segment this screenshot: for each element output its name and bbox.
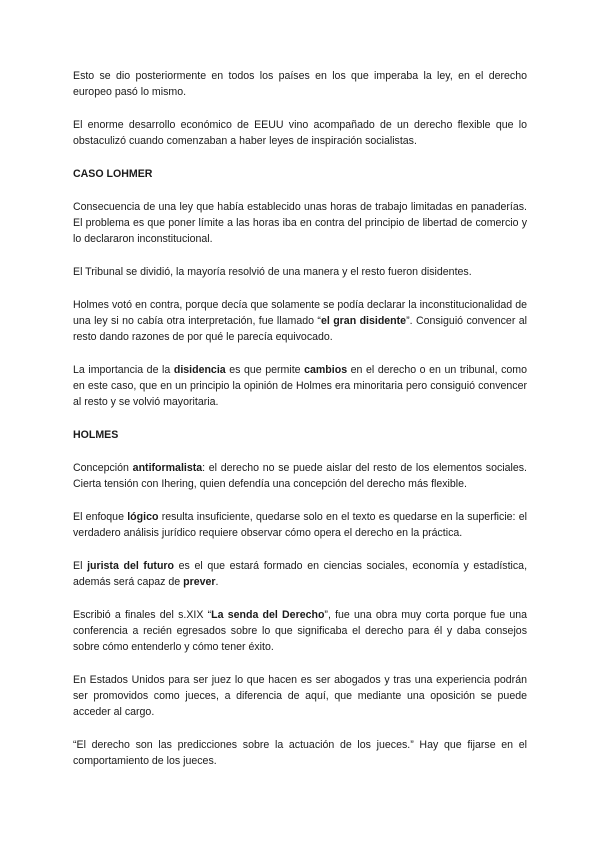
- emphasis-cambios: cambios: [304, 364, 348, 376]
- heading-caso-lohmer: CASO LOHMER: [73, 168, 153, 180]
- emphasis-antiformalista: antiformalista: [132, 462, 203, 474]
- emphasis-jurista-del-futuro: jurista del futuro: [87, 560, 175, 572]
- text-run: ”. Consiguió convencer al resto dando razones de por qué le parecía equivocado.: [73, 315, 528, 343]
- text-run: en el derecho o en un tribunal, como en este caso, que en un principio la opinión de Holmes era minoritaria pero consiguió convencer al resto y se volvió mayoritaria.: [73, 364, 527, 408]
- text-run: El enfoque: [73, 511, 128, 523]
- paragraph-8: [73, 509, 527, 541]
- paragraph-6: [73, 362, 527, 410]
- emphasis-disidencia: disidencia: [173, 364, 226, 376]
- paragraph-3: Consecuencia de una ley que había establecido unas horas de trabajo limitadas en panaderías. El problema es que poner límite a las horas iba en contra del principio de libertad de comercio y lo declararon inconstitucional.: [73, 201, 527, 245]
- text-run: es que permite: [225, 364, 305, 376]
- text-run: La importancia de la: [73, 364, 174, 376]
- paragraph-11: En Estados Unidos para ser juez lo que hacen es ser abogados y tras una experiencia podrán ser promovidos como jueces, a diferencia de aquí, que mediante una oposición se puede acceder al cargo.: [73, 674, 527, 718]
- emphasis-el-gran-disidente: el gran disidente: [320, 315, 407, 327]
- paragraph-10: [73, 607, 527, 655]
- emphasis-logico: lógico: [127, 511, 159, 523]
- text-run: Holmes votó en contra, porque decía que solamente se podía declarar la inconstitucionalidad de una ley si no cabía otra interpretación, fue llamado “: [73, 299, 527, 327]
- paragraph-2: El enorme desarrollo económico de EEUU vino acompañado de un derecho flexible que lo obstaculizó cuando comenzaban a haber leyes de inspiración socialistas.: [73, 119, 527, 147]
- emphasis-prever: prever: [183, 576, 216, 588]
- text-run: .: [215, 576, 219, 588]
- text-run: Concepción: [73, 462, 133, 474]
- text-run: resulta insuficiente, quedarse solo en el texto es quedarse en la superficie: el verdadero análisis jurídico requiere observar cómo opera el derecho en la práctica.: [73, 511, 528, 539]
- text-run: Escribió a finales del s.XIX “: [73, 609, 212, 621]
- paragraph-5: [73, 297, 527, 345]
- text-run: es el que estará formado en ciencias sociales, economía y estadística, además será capaz de: [73, 560, 528, 588]
- paragraph-7: [73, 460, 527, 492]
- paragraph-1: Esto se dio posteriormente en todos los países en los que imperaba la ley, en el derecho europeo pasó lo mismo.: [73, 70, 527, 98]
- text-run: El: [73, 560, 88, 572]
- text-run: ”, fue una obra muy corta porque fue una conferencia a recién egresados sobre lo que significaba el derecho para él y daba consejos sobre cómo entenderlo y cómo tener éxito.: [73, 609, 528, 653]
- heading-holmes: HOLMES: [73, 429, 119, 441]
- paragraph-12: “El derecho son las predicciones sobre la actuación de los jueces.” Hay que fijarse en el comportamiento de los jueces.: [73, 739, 527, 767]
- emphasis-la-senda-del-derecho: La senda del Derecho: [211, 609, 325, 621]
- paragraph-9: [73, 558, 527, 590]
- paragraph-4: El Tribunal se dividió, la mayoría resolvió de una manera y el resto fueron disidentes.: [73, 266, 472, 278]
- text-run: : el derecho no se puede aislar del resto de los elementos sociales. Cierta tensión con Ihering, quien defendía una concepción del derecho más flexible.: [73, 462, 527, 490]
